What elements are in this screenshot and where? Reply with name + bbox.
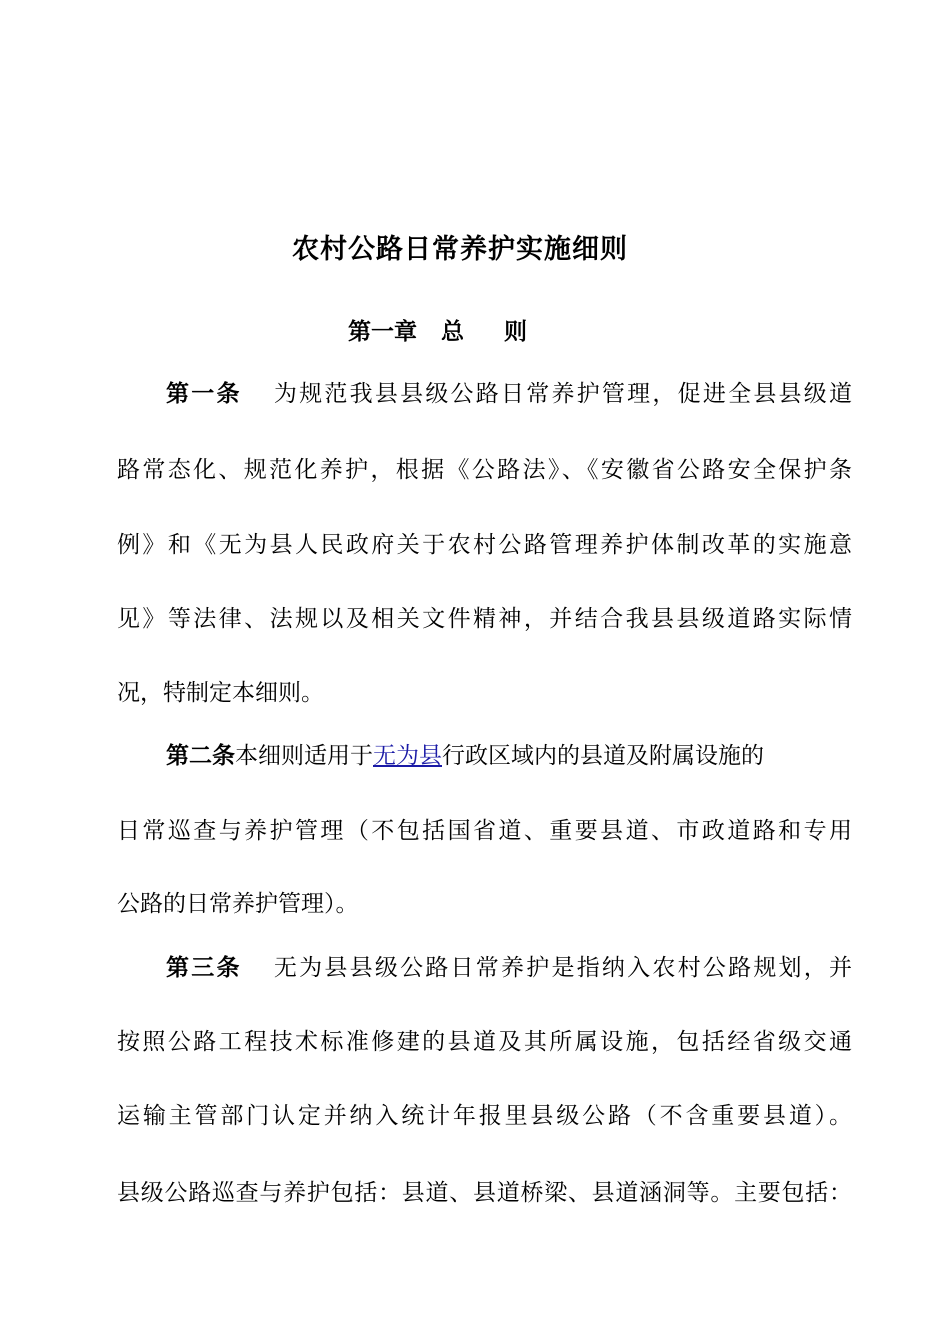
article-2-line-3: 公路的日常养护管理）。: [117, 891, 359, 917]
article-2-label: 第二条: [166, 743, 235, 769]
article-1-line-2: 路常态化、规范化养护，根据《公路法》、《安徽省公路安全保护条: [117, 457, 852, 483]
article-3-line-2: 按照公路工程技术标准修建的县道及其所属设施，包括经省级交通: [117, 1029, 852, 1055]
article-1-label: 第一条: [166, 381, 242, 407]
article-3-line-4: 县级公路巡查与养护包括：县道、县道桥梁、县道涵洞等。主要包括：: [117, 1180, 852, 1206]
article-2-rest: 行政区域内的县道及附属设施的: [442, 743, 764, 769]
article-1-line-4: 见》等法律、法规以及相关文件精神，并结合我县县级道路实际情: [117, 606, 852, 632]
article-3-label: 第三条: [166, 955, 242, 981]
wuwei-county-link[interactable]: 无为县: [373, 743, 442, 769]
article-1-line-3: 例》和《无为县人民政府关于农村公路管理养护体制改革的实施意: [117, 532, 852, 558]
article-2-line-2: 日常巡查与养护管理（不包括国省道、重要县道、市政道路和专用: [117, 818, 852, 844]
article-3-line-3: 运输主管部门认定并纳入统计年报里县级公路（不含重要县道）。: [117, 1103, 852, 1129]
article-1-line-1: [166, 376, 852, 412]
article-3-text-1: 无为县县级公路日常养护是指纳入农村公路规划，并: [271, 955, 853, 981]
article-1-line-5: 况，特制定本细则。: [117, 680, 324, 706]
article-2-line-1: [166, 738, 852, 774]
article-3-line-1: [166, 950, 852, 986]
document-title: 农村公路日常养护实施细则: [292, 234, 628, 265]
article-1-text-1: 为规范我县县级公路日常养护管理，促进全县县级道: [271, 381, 853, 407]
chapter-heading: 第一章 总 则: [348, 319, 528, 345]
article-2-intro: 本细则适用于: [235, 743, 373, 769]
